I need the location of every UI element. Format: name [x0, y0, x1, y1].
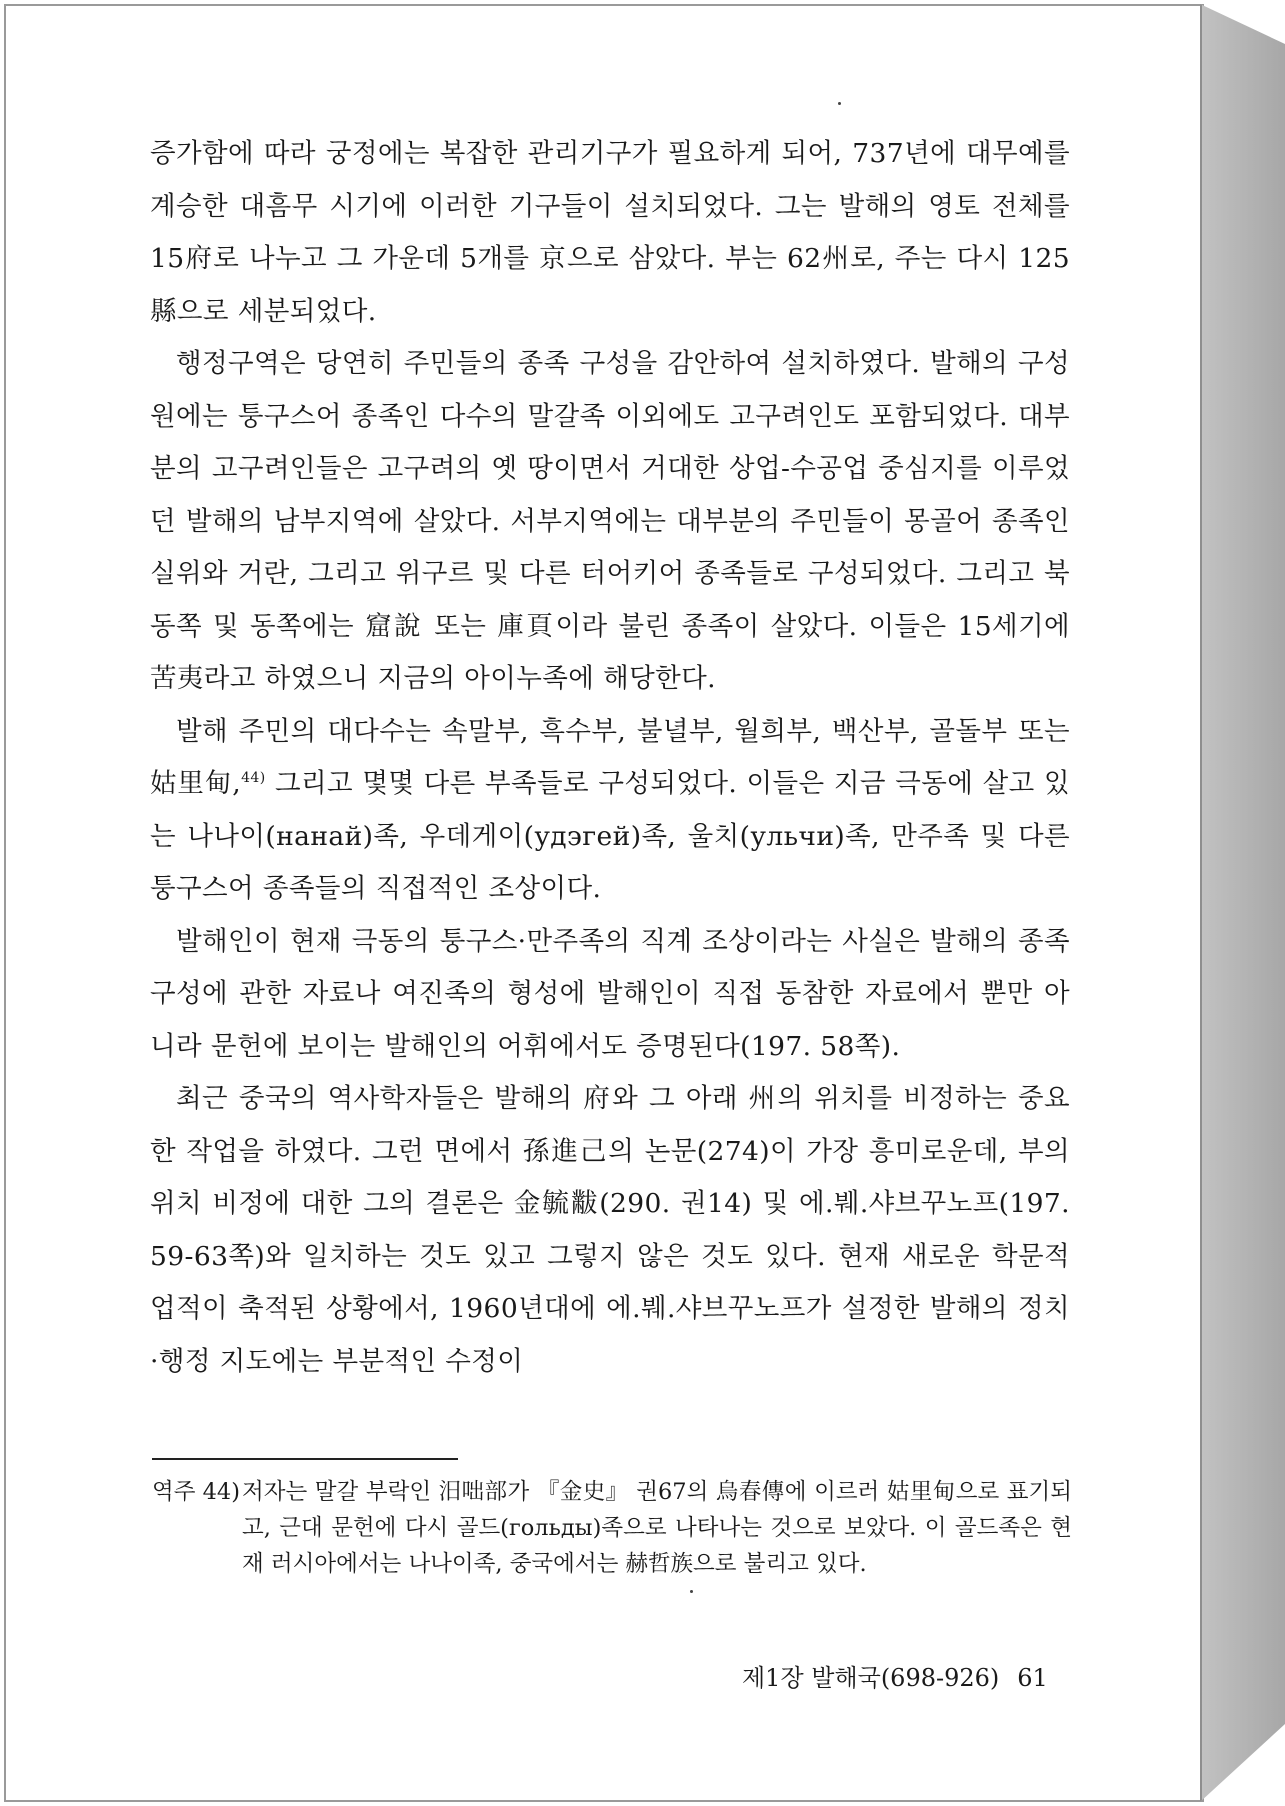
- paragraph: 발해인이 현재 극동의 퉁구스·만주족의 직계 조상이라는 사실은 발해의 종족 구성에 관한 자료나 여진족의 형성에 발해인이 직접 동참한 자료에서 뿐만 아니라 문헌에 보이는 발해인의 어휘에서도 증명된다(197. 58쪽).: [150, 925, 1070, 1062]
- scan-speck: [838, 102, 841, 105]
- body-text: [150, 128, 1070, 1388]
- chapter-title: 제1장 발해국(698-926): [742, 1664, 1000, 1692]
- paragraph: 행정구역은 당연히 주민들의 종족 구성을 감안하여 설치하였다. 발해의 구성원에는 퉁구스어 종족인 다수의 말갈족 이외에도 고구려인도 포함되었다. 대부분의 고구려인들은 고구려의 옛 땅이면서 거대한 상업-수공업 중심지를 이루었던 발해의 남부지역에 살았다. 서부지역에는 대부분의 주민들이 몽골어 종족인 실위와 거란, 그리고 위구르 및 다른 터어키어 종족들로 구성되었다. 그리고 북동쪽 및 동쪽에는 窟說 또는 庫頁이라 불린 종족이 살았다. 이들은 15세기에 苦夷라고 하였으니 지금의 아이누족에 해당한다.: [150, 348, 1070, 694]
- footnote-text: 저자는 말갈 부락인 汨咄部가 『金史』 권67의 烏春傳에 이르러 姑里甸으로 표기되고, 근대 문헌에 다시 골드(гольды)족으로 나타나는 것으로 보았다. 이 골드족은 현재 러시아에서는 나나이족, 중국에서는 赫哲族으로 불리고 있다.: [242, 1479, 1072, 1577]
- paragraph-text: 발해 주민의 대다수는 속말부, 흑수부, 불녈부, 월희부, 백산부, 골돌부 또는 姑里甸,: [150, 715, 1070, 799]
- footnote-divider: [152, 1458, 458, 1460]
- paragraph: [150, 706, 1070, 916]
- running-footer: [742, 1658, 1048, 1693]
- paragraph: 최근 중국의 역사학자들은 발해의 府와 그 아래 州의 위치를 비정하는 중요한 작업을 하였다. 그런 면에서 孫進己의 논문(274)이 가장 흥미로운데, 부의 위치 비정에 대한 그의 결론은 金毓黻(290. 권14) 및 에.붸.샤브꾸노프(197. 59-63쪽)와 일치하는 것도 있고 그렇지 않은 것도 있다. 현재 새로운 학문적 업적이 축적된 상황에서, 1960년대에 에.붸.샤브꾸노프가 설정한 발해의 정치·행정 지도에는 부분적인 수정이: [150, 1083, 1070, 1377]
- page-number: 61: [1017, 1664, 1048, 1692]
- scan-speck: [690, 1590, 693, 1593]
- paragraph-text: 그리고 몇몇 다른 부족들로 구성되었다. 이들은 지금 극동에 살고 있는 나나이(нанай)족, 우데게이(удэгей)족, 울치(ульчи)족, 만주족 및 다른 퉁구스어 종족들의 직접적인 조상이다.: [150, 768, 1070, 904]
- footnote-reference[interactable]: 44): [241, 770, 266, 787]
- footnote-label: 역주 44): [152, 1479, 241, 1505]
- paragraph: 증가함에 따라 궁정에는 복잡한 관리기구가 필요하게 되어, 737년에 대무예를 계승한 대흠무 시기에 이러한 기구들이 설치되었다. 그는 발해의 영토 전체를 15府로 나누고 그 가운데 5개를 京으로 삼았다. 부는 62州로, 주는 다시 125縣으로 세분되었다.: [150, 138, 1070, 327]
- footnote: [152, 1474, 1072, 1582]
- page-edge-shadow: [1200, 4, 1285, 1802]
